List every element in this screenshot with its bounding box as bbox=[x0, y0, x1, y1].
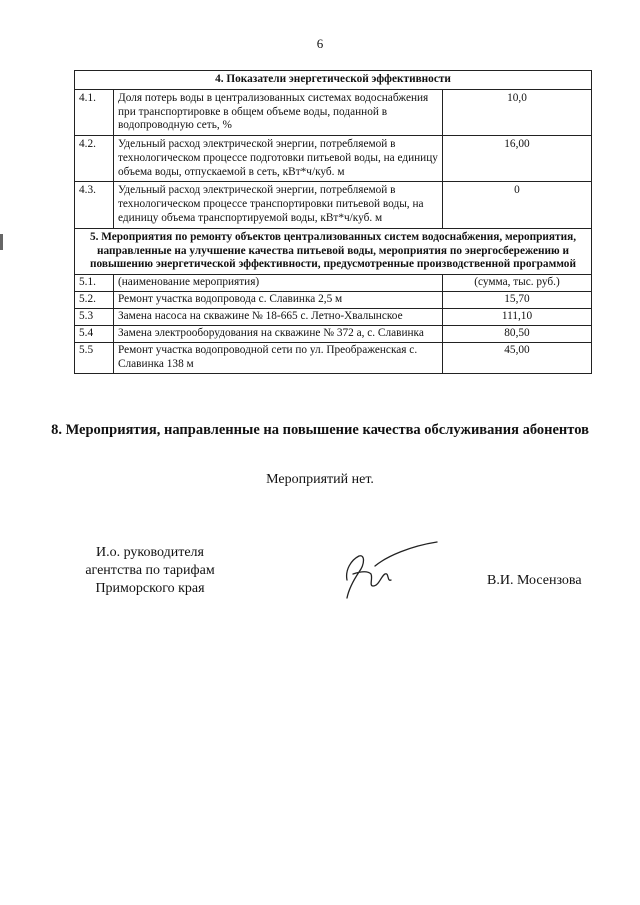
row-description: Замена насоса на скважине № 18-665 с. Летно-Хвалынское bbox=[114, 309, 443, 326]
row-description: Удельный расход электрической энергии, потребляемой в технологическом процессе транспортировки питьевой воды, на единицу объема транспортируемой воды, кВт*ч/куб. м bbox=[114, 182, 443, 228]
row-number: 5.4 bbox=[75, 326, 114, 343]
table-row bbox=[75, 275, 592, 292]
table-row bbox=[75, 292, 592, 309]
row-value: 15,70 bbox=[443, 292, 592, 309]
table-row bbox=[75, 182, 592, 228]
row-number: 5.3 bbox=[75, 309, 114, 326]
page-number: 6 bbox=[316, 36, 324, 51]
section8-heading: 8. Мероприятия, направленные на повышение качества обслуживания абонентов bbox=[51, 422, 589, 438]
row-value: 0 bbox=[443, 182, 592, 228]
row-description: Ремонт участка водопровода с. Славинка 2,5 м bbox=[114, 292, 443, 309]
row-value: 10,0 bbox=[443, 89, 592, 135]
row-number: 5.5 bbox=[75, 343, 114, 374]
handwritten-signature bbox=[325, 536, 445, 606]
row-value: 111,10 bbox=[443, 309, 592, 326]
row-number: 4.3. bbox=[75, 182, 114, 228]
row-value: 16,00 bbox=[443, 136, 592, 182]
section4-heading-row bbox=[75, 71, 592, 90]
signer-title: И.о. руководителя агентства по тарифам Приморского края bbox=[85, 545, 215, 597]
table-row bbox=[75, 309, 592, 326]
row-value: (сумма, тыс. руб.) bbox=[443, 275, 592, 292]
table-row bbox=[75, 343, 592, 374]
row-description: Замена электрооборудования на скважине № 372 а, с. Славинка bbox=[114, 326, 443, 343]
section5-heading: 5. Мероприятия по ремонту объектов централизованных систем водоснабжения, мероприятия, направленные на улучшение качества питьевой воды, мероприятия по энергосбережению и повышению энергетической эффективности, предусмотренные производственной программой bbox=[75, 228, 592, 274]
row-description: (наименование мероприятия) bbox=[114, 275, 443, 292]
table-row bbox=[75, 136, 592, 182]
row-description: Удельный расход электрической энергии, потребляемой в технологическом процессе подготовки питьевой воды, на единицу объема воды, отпускаемой в сеть, кВт*ч/куб. м bbox=[114, 136, 443, 182]
row-number: 4.1. bbox=[75, 89, 114, 135]
section5-heading-row bbox=[75, 228, 592, 274]
row-number: 5.2. bbox=[75, 292, 114, 309]
no-measures-text: Мероприятий нет. bbox=[266, 472, 374, 487]
row-number: 5.1. bbox=[75, 275, 114, 292]
indicators-table bbox=[74, 70, 592, 374]
table-row bbox=[75, 89, 592, 135]
row-number: 4.2. bbox=[75, 136, 114, 182]
row-value: 80,50 bbox=[443, 326, 592, 343]
row-description: Ремонт участка водопроводной сети по ул. Преображенская с. Славинка 138 м bbox=[114, 343, 443, 374]
table-row bbox=[75, 326, 592, 343]
signer-name: В.И. Мосензова bbox=[487, 573, 582, 588]
row-description: Доля потерь воды в централизованных системах водоснабжения при транспортировке в общем объеме воды, поданной в водопроводную сеть, % bbox=[114, 89, 443, 135]
row-value: 45,00 bbox=[443, 343, 592, 374]
section4-heading: 4. Показатели энергетической эффективности bbox=[75, 71, 592, 90]
margin-mark bbox=[0, 234, 3, 250]
